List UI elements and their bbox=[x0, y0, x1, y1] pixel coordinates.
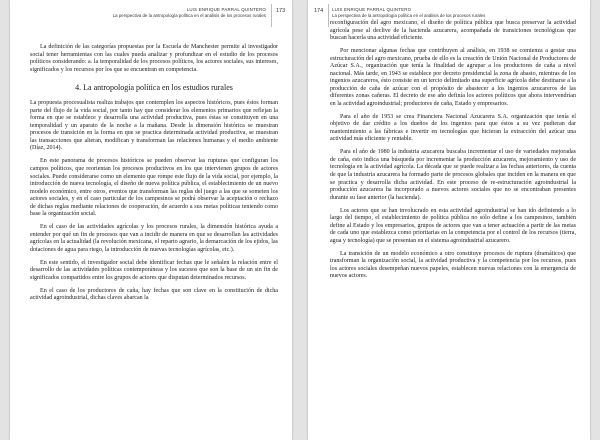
header-divider bbox=[328, 4, 329, 27]
paragraph: Para el año de 1953 se crea Financiera Nacional Azucarera S.A. organización que tenía el objetivo de dar crédito a los dueños de los ingenios para que éstos a su vez pudieran dar mantenimiento a las fábricas e invertir en tecnologías que hicieran la extracción del azúcar una actividad más eficiente y rentable. bbox=[330, 113, 576, 143]
header-subtitle: La perspectiva de la antropología política en el análisis de los procesos rurales bbox=[332, 13, 486, 18]
right-page bbox=[308, 0, 590, 440]
paragraph: La transición de un modelo económico a otro constituye procesos de ruptura (dramáticos) que transforman la organización social, la actividad productiva y la competencia por los recursos, pues los actores sociales desempeñan nuevos papeles, establecen nuevas relaciones con la emergencia de nuevos actores. bbox=[330, 250, 576, 280]
paragraph: En el caso de las actividades agrícolas y los procesos rurales, la dimensión histórica ayuda a entender por qué un fin de procesos que van a incidir de manera en que se desarrollan las actividades agrícolas en la actualidad (la revolución mexicana, el reparto agrario, la demarcación de los ejidos, las dotaciones de agua para riego, la introducción de nuevas tecnologías agrícolas, etc.). bbox=[30, 224, 278, 253]
paragraph: Para el año de 1980 la industria azucarera buscaba incrementar el uso de variedades mejoradas de caña, esto indica una búsqueda por incrementar la producción azucarera, mejoramiento y uso de tecnología en la actividad agrícola. La década que se puede realizar a las fechas anteriores, da cuenta de que la industria azucarera ha formado parte de procesos globales que inciden en la manera en que se practica y desarrolla dicha actividad. En este proceso de re-estructuración agroindustrial la producción azucarera ha incorporado a nuevos actores sociales que no se encontraban presentes durante su fase anterior (la hacienda). bbox=[330, 149, 576, 201]
paragraph: La propuesta procesualista realiza trabajos que contemplen los aspectos históricos, pues éstos forman parte del flujo de la vida social, por tanto hay que considerar los elementos primarios que reflejan la forma en que se establece y desarrolla una actividad productiva, pues éstas se constituyen en una temporalidad y un aparato de la noche a la mañana. Desde la dimensión histórica se muestran procesos de transición en la forma en que se practica determinada actividad productiva, se muestran las transacciones que alteran, modifican y transforman las relaciones humanas y el medio ambiente (Díaz, 2014). bbox=[30, 100, 278, 152]
paragraph: La definición de las categorías propuestas por la Escuela de Manchester permite al investigador social tener herramientas con las cuales pueda analizar y profundizar en el estudio de los procesos políticos considerando: a. la temporalidad de los procesos políticos, los actores sociales, sus intereses, significados y los recursos por los que se encuentran en competencia. bbox=[30, 44, 278, 73]
page-header bbox=[74, 7, 266, 19]
paragraph: En el caso de los productores de caña, hay fechas que son clave en la constitución de dicha actividad agroindustrial, dichas claves abarcan la bbox=[30, 287, 278, 302]
page-number: 173 bbox=[276, 8, 286, 14]
header-subtitle: La perspectiva de la antropología política en el análisis de los procesos rurales bbox=[112, 13, 266, 18]
section-heading: 4. La antropología política en los estudios rurales bbox=[75, 83, 233, 93]
left-page bbox=[10, 0, 292, 440]
paragraph: Los actores que se han involucrado en esta actividad agroindustrial se han ido definiendo a lo largo del tiempo, el establecimiento de política pública no sólo define a los campesinos, también define al Estado y los empresarios, grupos de actores que van a tener actuación a partir de las metas de cada uno que establezca como prioritarias en la competencia por el control de los recursos (tierra, agua y tecnología) que se presentan en el sistema agroindustrial azucarero. bbox=[330, 207, 576, 244]
page-body bbox=[330, 20, 576, 281]
paragraph: reconfiguración del agro mexicano, el diseño de política pública que busca preservar la actividad agrícola pese al declive de la hacienda azucarera, acompañada de transiciones tecnológicas que buscan hacerla una actividad eficiente. bbox=[330, 20, 576, 42]
header-author: LUIS ENRIQUE PARRAL QUINTERO bbox=[332, 7, 412, 12]
page-number: 174 bbox=[314, 8, 324, 14]
page-header bbox=[332, 7, 572, 19]
page-body bbox=[30, 44, 278, 303]
paragraph: En este panorama de procesos históricos se pueden observar las rupturas que configuran los campos políticos, que reorientan los procesos productivos en los que intervienen grupos de actores sociales. Puede considerarse como un elemento que rompe este flujo de la vida social, por ejemplo, la introducción de nueva tecnología, el diseño de nueva política pública, el establecimiento de un nuevo modelo económico, entre otros, eventos que transforman las reglas del juego a las que se someten los actores sociales, y en el caso particular de los campesinos se podrá observar la aceptación o rechazo de dichas reglas mediante relaciones de cooperación, de acuerdo a sus metas políticas teniendo como base la organización social. bbox=[30, 158, 278, 218]
header-divider bbox=[271, 4, 272, 27]
paragraph: En este sentido, el investigador social debe identificar fechas que le señalen la relación entre el desarrollo de las actividades políticas contemporáneas y los sucesos que son la base de un sin fin de significados compartidos entre los grupos de actores que disputan determinados recursos. bbox=[30, 259, 278, 281]
header-author: LUIS ENRIQUE PARRAL QUINTERO bbox=[186, 7, 266, 12]
paragraph: Por mencionar algunas fechas que contribuyen al análisis, en 1938 se comienza a gestar una estructuración del agro mexicano, prueba de ello es la creación de Unión Nacional de Productores de Azúcar S.A., organización que tenía la finalidad de agrupar a los productores de caña a nivel nacional. Más tarde, en 1943 se establece por decreto presidencial la zona de abasto, mientras de los ingenios azucareros, ésto consiste en un tercio delimitado una superficie agrícola debe destinarse a la producción de caña de azúcar con el propósito de abastecer a los ingenios azucareros de las diferentes zonas cañeras. El decreto de ese año definía los actores políticos que ahora intervendrían en la actividad agroindustrial; productores de caña, Estado y empresarios. bbox=[330, 48, 576, 107]
